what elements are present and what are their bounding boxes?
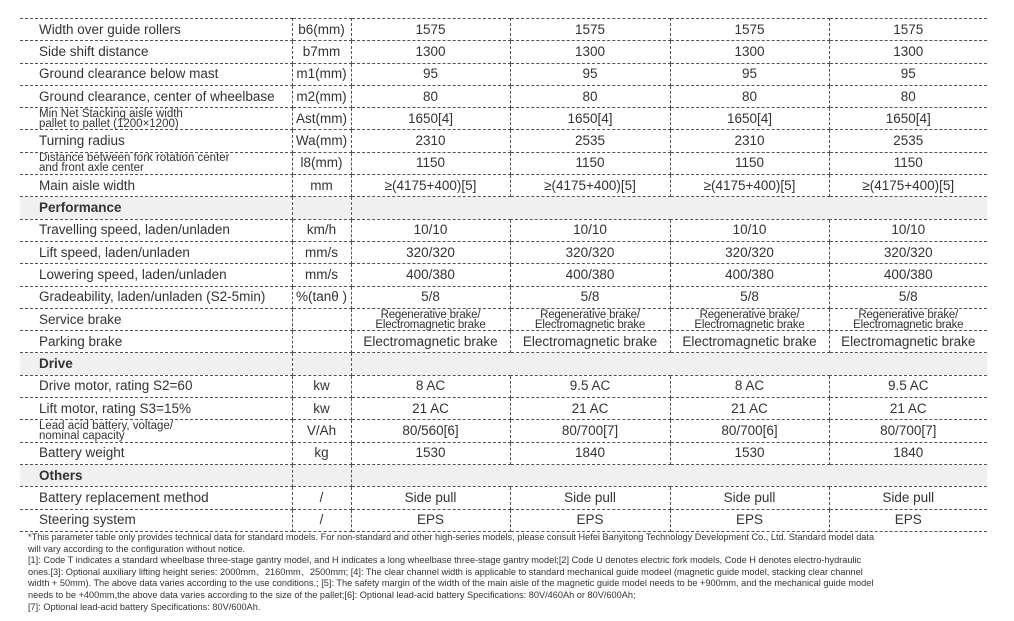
spec-value: 9.5 AC <box>829 375 987 397</box>
spec-value: 1300 <box>670 41 829 63</box>
spec-value: 95 <box>510 63 670 85</box>
spec-value: 320/320 <box>351 241 510 263</box>
spec-name: Lift speed, laden/unladen <box>20 241 292 263</box>
spec-value <box>351 308 510 330</box>
spec-unit: Wa(mm) <box>292 130 351 152</box>
section-title: Others <box>20 464 292 486</box>
spec-value: 320/320 <box>670 241 829 263</box>
spec-value: 320/320 <box>829 241 987 263</box>
spec-name: Steering system <box>20 509 292 531</box>
spec-value: 400/380 <box>829 264 987 286</box>
spec-row <box>20 420 987 442</box>
spec-value: 1575 <box>510 19 670 41</box>
spec-row <box>20 241 987 263</box>
spec-value: 1840 <box>829 442 987 464</box>
spec-value: 80 <box>829 85 987 107</box>
cell-line: Regenerative brake/ <box>858 308 959 321</box>
spec-value: Side pull <box>510 487 670 509</box>
spec-row <box>20 375 987 397</box>
spec-row <box>20 85 987 107</box>
spec-name: Ground clearance below mast <box>20 63 292 85</box>
section-header-row <box>20 197 987 219</box>
spec-value: 1300 <box>829 41 987 63</box>
spec-name <box>20 152 292 174</box>
spec-value: 1150 <box>351 152 510 174</box>
spec-value: 1840 <box>510 442 670 464</box>
spec-value: 80 <box>510 85 670 107</box>
spec-value: Electromagnetic brake <box>670 331 829 353</box>
spec-value: EPS <box>351 509 510 531</box>
spec-name: Lowering speed, laden/unladen <box>20 264 292 286</box>
section-unit-cell <box>292 464 351 486</box>
spec-value: 21 AC <box>670 398 829 420</box>
spec-value: 80/700[6] <box>670 420 829 442</box>
cell-line: and front axle center <box>39 162 144 175</box>
spec-value: 5/8 <box>829 286 987 308</box>
spec-table-body <box>20 19 987 532</box>
spec-value: 1530 <box>670 442 829 464</box>
spec-value: 1575 <box>829 19 987 41</box>
cell-line: Electromagnetic brake <box>375 318 486 331</box>
spec-row <box>20 331 987 353</box>
spec-unit: kw <box>292 398 351 420</box>
cell-line: Min Net Stacking aisle width <box>39 107 183 120</box>
spec-row <box>20 219 987 241</box>
section-header-row <box>20 464 987 486</box>
cell-line: nominal capacity <box>39 429 125 442</box>
spec-name <box>20 420 292 442</box>
spec-value <box>510 308 670 330</box>
section-title: Drive <box>20 353 292 375</box>
spec-value: 1150 <box>510 152 670 174</box>
spec-name: Main aisle width <box>20 175 292 197</box>
spec-value: 80 <box>670 85 829 107</box>
spec-value: 1530 <box>351 442 510 464</box>
spec-name: Ground clearance, center of wheelbase <box>20 85 292 107</box>
spec-value: 1650[4] <box>351 108 510 130</box>
spec-name: Drive motor, rating S2=60 <box>20 375 292 397</box>
spec-value: 2310 <box>670 130 829 152</box>
spec-value: 10/10 <box>510 219 670 241</box>
footnote-line: [7]: Optional lead-acid battery Specifications: 80V/600Ah. <box>28 601 261 612</box>
section-title: Performance <box>20 197 292 219</box>
spec-value: 95 <box>351 63 510 85</box>
spec-value: 2535 <box>829 130 987 152</box>
spec-value: 95 <box>670 63 829 85</box>
cell-line: Regenerative brake/ <box>699 308 800 321</box>
spec-table <box>20 18 987 532</box>
spec-value: EPS <box>829 509 987 531</box>
footnote-line: [1]: Code T indicates a standard wheelbase three-stage gantry model, and H indicates a long wheelbase three-stage gantry model;[2] Code U denotes electric fork models, Code H denotes electro-hydraulic <box>28 555 862 566</box>
footnote-line: needs to be +400mm,the above data varies according to the size of the pallet;[6]: Optional lead-acid battery Specifications: 80V/460Ah or 80V/600Ah; <box>28 589 636 600</box>
section-fill-cell <box>351 464 987 486</box>
spec-unit: mm/s <box>292 264 351 286</box>
footnote-line: *This parameter table only provides technical data for standard models. For non-standard and other high-series models, please consult Hefei Banyitong Technology Development Co., Ltd. Standard model data <box>28 532 875 542</box>
spec-value: Electromagnetic brake <box>351 331 510 353</box>
spec-value: ≥(4175+400)[5] <box>510 175 670 197</box>
footnote-line: will vary according to the configuration without notice. <box>28 543 246 554</box>
spec-unit: mm <box>292 175 351 197</box>
spec-unit: m2(mm) <box>292 85 351 107</box>
spec-row <box>20 487 987 509</box>
spec-row <box>20 175 987 197</box>
spec-unit: kw <box>292 375 351 397</box>
spec-unit: / <box>292 487 351 509</box>
spec-value: 10/10 <box>351 219 510 241</box>
spec-value: Side pull <box>670 487 829 509</box>
footnotes <box>28 532 988 613</box>
spec-value: Electromagnetic brake <box>829 331 987 353</box>
spec-value: 10/10 <box>670 219 829 241</box>
spec-value: EPS <box>510 509 670 531</box>
spec-value: 5/8 <box>670 286 829 308</box>
spec-value: 400/380 <box>351 264 510 286</box>
spec-value: 21 AC <box>510 398 670 420</box>
spec-value <box>829 308 987 330</box>
spec-row <box>20 264 987 286</box>
spec-row <box>20 19 987 41</box>
spec-name: Battery replacement method <box>20 487 292 509</box>
spec-row <box>20 152 987 174</box>
spec-unit: mm/s <box>292 241 351 263</box>
spec-value: 1150 <box>829 152 987 174</box>
spec-value: ≥(4175+400)[5] <box>829 175 987 197</box>
spec-name: Gradeability, laden/unladen (S2-5min) <box>20 286 292 308</box>
spec-value: Side pull <box>351 487 510 509</box>
spec-unit: b7mm <box>292 41 351 63</box>
spec-value: 400/380 <box>670 264 829 286</box>
spec-value: 95 <box>829 63 987 85</box>
spec-value: 80/560[6] <box>351 420 510 442</box>
spec-value: 1575 <box>670 19 829 41</box>
spec-unit: m1(mm) <box>292 63 351 85</box>
spec-name: Travelling speed, laden/unladen <box>20 219 292 241</box>
spec-value: 1650[4] <box>510 108 670 130</box>
spec-name: Battery weight <box>20 442 292 464</box>
spec-value: 10/10 <box>829 219 987 241</box>
footnote-line: ones.[3]: Optional auxiliary lifting height series: 2000mm、2160mm、2500mm; [4]: The clear channel width is applicable to standard mechanical guide modeel (magnetic guide model, stacking clear channel <box>28 566 863 577</box>
spec-unit: l8(mm) <box>292 152 351 174</box>
spec-value: 320/320 <box>510 241 670 263</box>
cell-line: Lead acid battery, voltage/ <box>39 419 174 432</box>
spec-name <box>20 108 292 130</box>
spec-value: EPS <box>670 509 829 531</box>
spec-value: 21 AC <box>829 398 987 420</box>
spec-row <box>20 41 987 63</box>
section-header-row <box>20 353 987 375</box>
spec-value: 8 AC <box>351 375 510 397</box>
section-fill-cell <box>351 353 987 375</box>
spec-value: 80/700[7] <box>510 420 670 442</box>
spec-value: Side pull <box>829 487 987 509</box>
spec-unit: Ast(mm) <box>292 108 351 130</box>
cell-line: Distance between fork rotation center <box>39 152 230 165</box>
spec-value: 1150 <box>670 152 829 174</box>
spec-value: 400/380 <box>510 264 670 286</box>
spec-name: Side shift distance <box>20 41 292 63</box>
cell-line: pallet to pallet (1200×1200) <box>39 117 179 130</box>
spec-value: 2535 <box>510 130 670 152</box>
spec-value: ≥(4175+400)[5] <box>670 175 829 197</box>
cell-line: Electromagnetic brake <box>534 318 646 331</box>
spec-value: 5/8 <box>510 286 670 308</box>
spec-unit: b6(mm) <box>292 19 351 41</box>
spec-value: 80 <box>351 85 510 107</box>
spec-value: ≥(4175+400)[5] <box>351 175 510 197</box>
section-fill-cell <box>351 197 987 219</box>
spec-name: Turning radius <box>20 130 292 152</box>
spec-row <box>20 308 987 330</box>
spec-value: 1575 <box>351 19 510 41</box>
spec-value: 5/8 <box>351 286 510 308</box>
spec-unit <box>292 331 351 353</box>
section-unit-cell <box>292 197 351 219</box>
spec-row <box>20 286 987 308</box>
spec-row <box>20 398 987 420</box>
spec-value: 1650[4] <box>829 108 987 130</box>
spec-unit: / <box>292 509 351 531</box>
cell-line: Electromagnetic brake <box>694 318 805 331</box>
spec-value: 21 AC <box>351 398 510 420</box>
spec-unit: km/h <box>292 219 351 241</box>
spec-row <box>20 509 987 531</box>
spec-value <box>670 308 829 330</box>
spec-name: Parking brake <box>20 331 292 353</box>
footnote-line: width + 50mm). The above data varies according to the use conditions.; [5]: The safety margin of the width of the main aisle of the magnetic guide model needs to be +900mm, and the mechanical guide model <box>28 578 874 589</box>
spec-name: Width over guide rollers <box>20 19 292 41</box>
cell-line: Regenerative brake/ <box>380 308 481 321</box>
spec-value: 8 AC <box>670 375 829 397</box>
spec-row <box>20 108 987 130</box>
spec-unit <box>292 308 351 330</box>
spec-row <box>20 63 987 85</box>
spec-value: Electromagnetic brake <box>510 331 670 353</box>
spec-row <box>20 442 987 464</box>
spec-name: Service brake <box>20 308 292 330</box>
spec-name: Lift motor, rating S3=15% <box>20 398 292 420</box>
spec-row <box>20 130 987 152</box>
spec-unit: kg <box>292 442 351 464</box>
spec-value: 1650[4] <box>670 108 829 130</box>
spec-value: 9.5 AC <box>510 375 670 397</box>
spec-value: 1300 <box>351 41 510 63</box>
section-unit-cell <box>292 353 351 375</box>
spec-unit: V/Ah <box>292 420 351 442</box>
spec-value: 1300 <box>510 41 670 63</box>
spec-unit: %(tanθ ) <box>292 286 351 308</box>
cell-line: Regenerative brake/ <box>540 308 640 321</box>
spec-value: 2310 <box>351 130 510 152</box>
cell-line: Electromagnetic brake <box>853 318 964 331</box>
spec-value: 80/700[7] <box>829 420 987 442</box>
